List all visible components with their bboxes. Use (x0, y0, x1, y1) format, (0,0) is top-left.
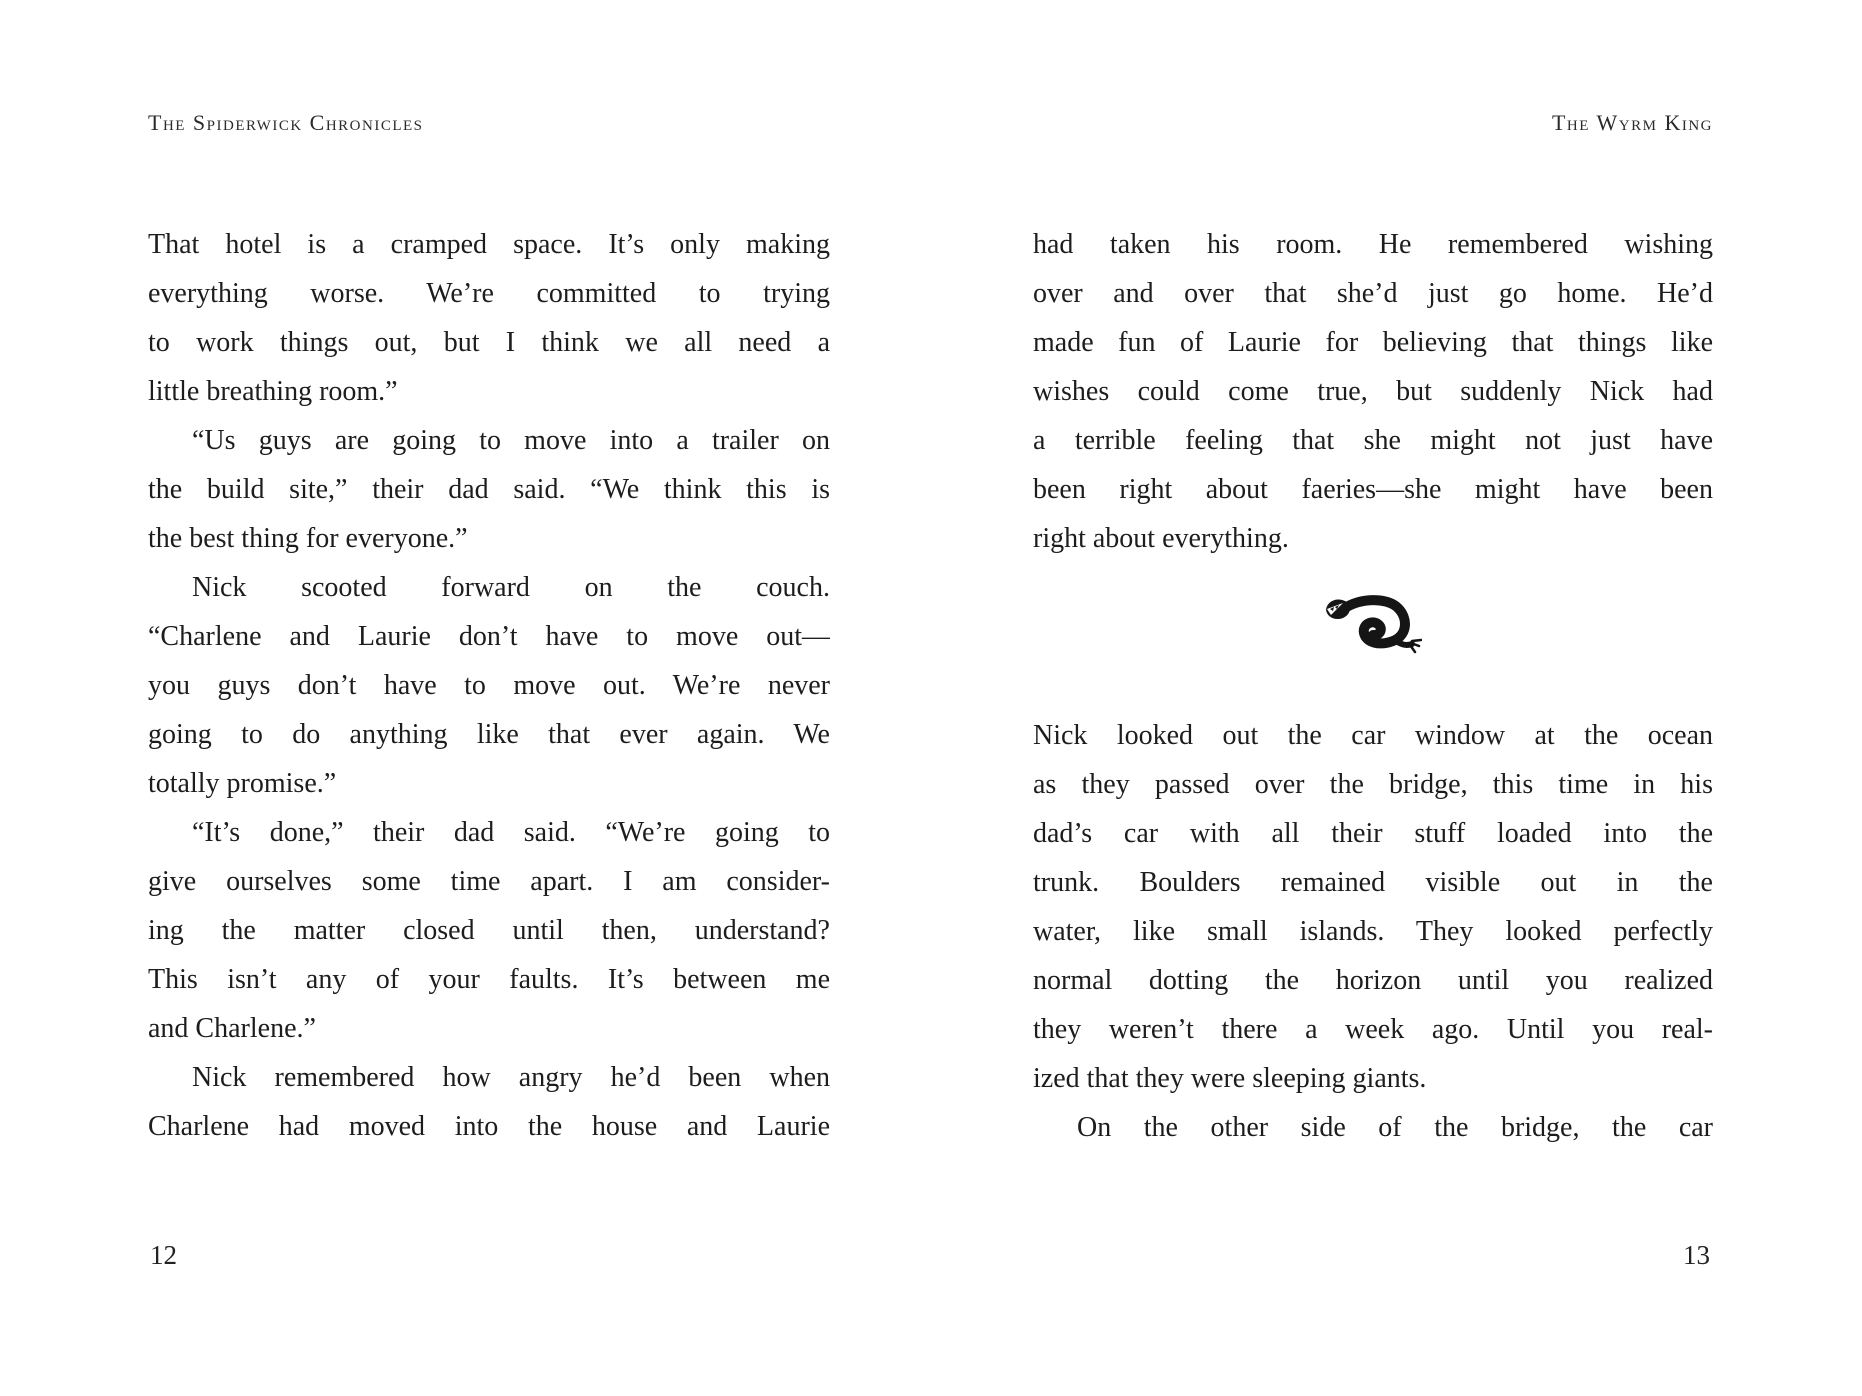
text-line: as they passed over the bridge, this time in his (1033, 769, 1713, 800)
text-line: ized that they were sleeping giants. (1033, 1063, 1427, 1094)
text-line: the build site,” their dad said. “We think this is (148, 474, 830, 505)
right-page-text-before-break (1033, 220, 1713, 563)
text-line: water, like small islands. They looked perfectly (1033, 916, 1713, 947)
running-head-series-title: The Spiderwick Chronicles (148, 110, 424, 135)
text-line: everything worse. We’re committed to trying (148, 278, 830, 309)
text-line: going to do anything like that ever again. We (148, 719, 830, 750)
text-line: On the other side of the bridge, the car (1077, 1112, 1713, 1143)
wyrm-serpent-ornament-icon (1324, 594, 1422, 656)
text-line: the best thing for everyone.” (148, 523, 468, 554)
text-line: This isn’t any of your faults. It’s between me (148, 964, 830, 995)
page-number-left: 12 (150, 1240, 177, 1270)
text-line: trunk. Boulders remained visible out in the (1033, 867, 1713, 898)
text-line: a terrible feeling that she might not just have (1033, 425, 1713, 456)
left-page-text (148, 220, 830, 1151)
page-number-right: 13 (1683, 1240, 1710, 1270)
text-line: Charlene had moved into the house and Laurie (148, 1111, 830, 1142)
text-line: and Charlene.” (148, 1013, 316, 1044)
text-line: ing the matter closed until then, understand? (148, 915, 830, 946)
text-line: had taken his room. He remembered wishing (1033, 229, 1713, 260)
text-line: dad’s car with all their stuff loaded into the (1033, 818, 1713, 849)
text-line: little breathing room.” (148, 376, 398, 407)
text-line: wishes could come true, but suddenly Nick had (1033, 376, 1713, 407)
text-line: give ourselves some time apart. I am consider- (148, 866, 830, 897)
text-line: they weren’t there a week ago. Until you real- (1033, 1014, 1713, 1045)
text-line: right about everything. (1033, 523, 1289, 554)
text-line: Nick looked out the car window at the ocean (1033, 720, 1713, 751)
text-line: normal dotting the horizon until you realized (1033, 965, 1713, 996)
running-head-book-title: The Wyrm King (1551, 110, 1713, 135)
text-line: to work things out, but I think we all need a (148, 327, 830, 358)
text-line: “Charlene and Laurie don’t have to move out— (148, 621, 830, 652)
text-line: Nick remembered how angry he’d been when (192, 1062, 830, 1093)
text-line: Nick scooted forward on the couch. (192, 572, 830, 603)
text-line: you guys don’t have to move out. We’re never (148, 670, 830, 701)
text-line: made fun of Laurie for believing that things like (1033, 327, 1713, 358)
right-page-text-after-break (1033, 711, 1713, 1152)
text-line: totally promise.” (148, 768, 337, 799)
text-line: “Us guys are going to move into a trailer on (192, 425, 830, 456)
text-line: over and over that she’d just go home. He’d (1033, 278, 1713, 309)
text-line: “It’s done,” their dad said. “We’re going to (192, 817, 830, 848)
text-line: been right about faeries—she might have been (1033, 474, 1713, 505)
text-line: That hotel is a cramped space. It’s only making (148, 229, 830, 260)
